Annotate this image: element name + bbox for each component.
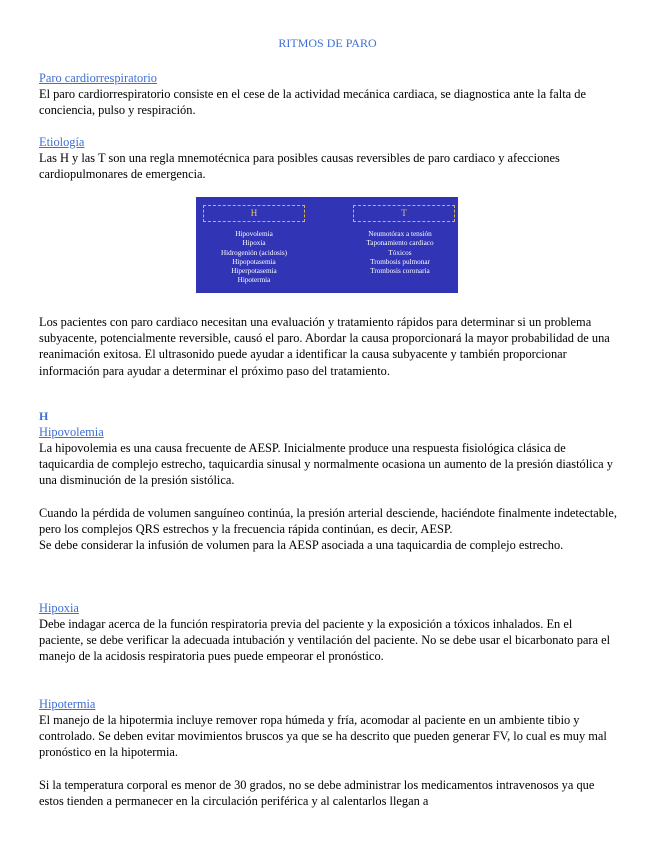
heading-etiologia[interactable]: Etiología	[39, 135, 85, 149]
h-item: Hiperpotasemia	[231, 267, 277, 276]
h-list	[196, 230, 312, 286]
paragraph-hipoxia: Debe indagar acerca de la función respiratoria previa del paciente y la exposición a tóxicos inhalados. En el paciente, se debe verificar la adecuada intubación y ventilación del paciente. No se debe usar el bicarbonato para el manejo de la acidosis respiratoria pues puede empeorar el pronóstico.	[39, 617, 611, 664]
h-item: Hidrogenión (acidosis)	[220, 248, 288, 257]
t-item: Tóxicos	[388, 248, 412, 257]
section-hipotermia	[39, 696, 619, 809]
paragraph-intro: Los pacientes con paro cardiaco necesitan una evaluación y tratamiento rápidos para determinar si un problema subyacente, potencialmente reversible, causó el paro. Abordar la causa proporcionará la mayor probabilidad de una reanimación exitosa. El ultrasonido puede ayudar a identificar la causa subyacente y también proporcionar información para ayudar a determinar el próximo paso del tratamiento.	[39, 315, 610, 378]
h-item: Hipoxia	[242, 239, 266, 248]
heading-hipoxia[interactable]: Hipoxia	[39, 601, 79, 615]
section-hipoxia	[39, 600, 619, 665]
t-item: Trombosis coronaria	[370, 267, 430, 276]
page-title: RITMOS DE PARO	[278, 36, 377, 50]
h-item: Hipotermia	[237, 276, 271, 285]
heading-h: H	[39, 409, 49, 423]
t-item: Trombosis pulmonar	[370, 257, 430, 266]
heading-hipotermia[interactable]: Hipotermia	[39, 697, 96, 711]
h-item: Hipovolemia	[235, 230, 273, 238]
section-h	[39, 408, 619, 553]
heading-hipovolemia[interactable]: Hipovolemia	[39, 425, 104, 439]
paragraph-hipotermia-1: El manejo de la hipotermia incluye remover ropa húmeda y fría, acomodar al paciente en un ambiente tibio y controlado. Se deben evitar movimientos bruscos ya que se ha descrito que pueden generar FV, lo cual es muy mal pronóstico en la hipotermia.	[39, 713, 607, 760]
paragraph-hipotermia-2: Si la temperatura corporal es menor de 30 grados, no se debe administrar los medicamentos intravenosos ya que estos tienden a permanecer en la circulación periférica y al calentarlos llegan a	[39, 777, 595, 808]
t-label-box: T	[353, 205, 455, 222]
paragraph-hipovolemia-3: Se debe considerar la infusión de volumen para la AESP asociada a una taquicardia de complejo estrecho.	[39, 538, 564, 553]
heading-paro[interactable]: Paro cardiorrespiratorio	[39, 71, 158, 85]
paragraph-hipovolemia-1: La hipovolemia es una causa frecuente de AESP. Inicialmente produce una respuesta fisiológica clásica de taquicardia de complejo estrecho, taquicardia sinusal y normalmente ocasiona un aumento de la presión diastólica y una disminución de la presión sistólica.	[39, 441, 613, 488]
section-intro	[39, 314, 619, 379]
t-item: Neumotórax a tensión	[368, 230, 432, 238]
h-item: Hipopotasemia	[232, 257, 276, 266]
paragraph-paro: El paro cardiorrespiratorio consiste en el cese de la actividad mecánica cardiaca, se diagnostica ante la falta de conciencia, pulso y respiración.	[39, 87, 586, 118]
hs-ts-table-image	[196, 197, 458, 293]
section-etiologia	[39, 134, 619, 182]
t-item: Taponamiento cardiaco	[366, 239, 434, 248]
section-paro	[39, 70, 619, 118]
paragraph-etiologia: Las H y las T son una regla mnemotécnica para posibles causas reversibles de paro cardiaco y afecciones cardiopulmonares de emergencia.	[39, 151, 560, 182]
paragraph-hipovolemia-2: Cuando la pérdida de volumen sanguíneo continúa, la presión arterial desciende, haciéndote finalmente indetectable, pero los complejos QRS estrechos y la frecuencia rápida continúan, es decir, AESP.	[39, 505, 618, 536]
t-list	[342, 230, 458, 276]
h-label-box: H	[203, 205, 305, 222]
